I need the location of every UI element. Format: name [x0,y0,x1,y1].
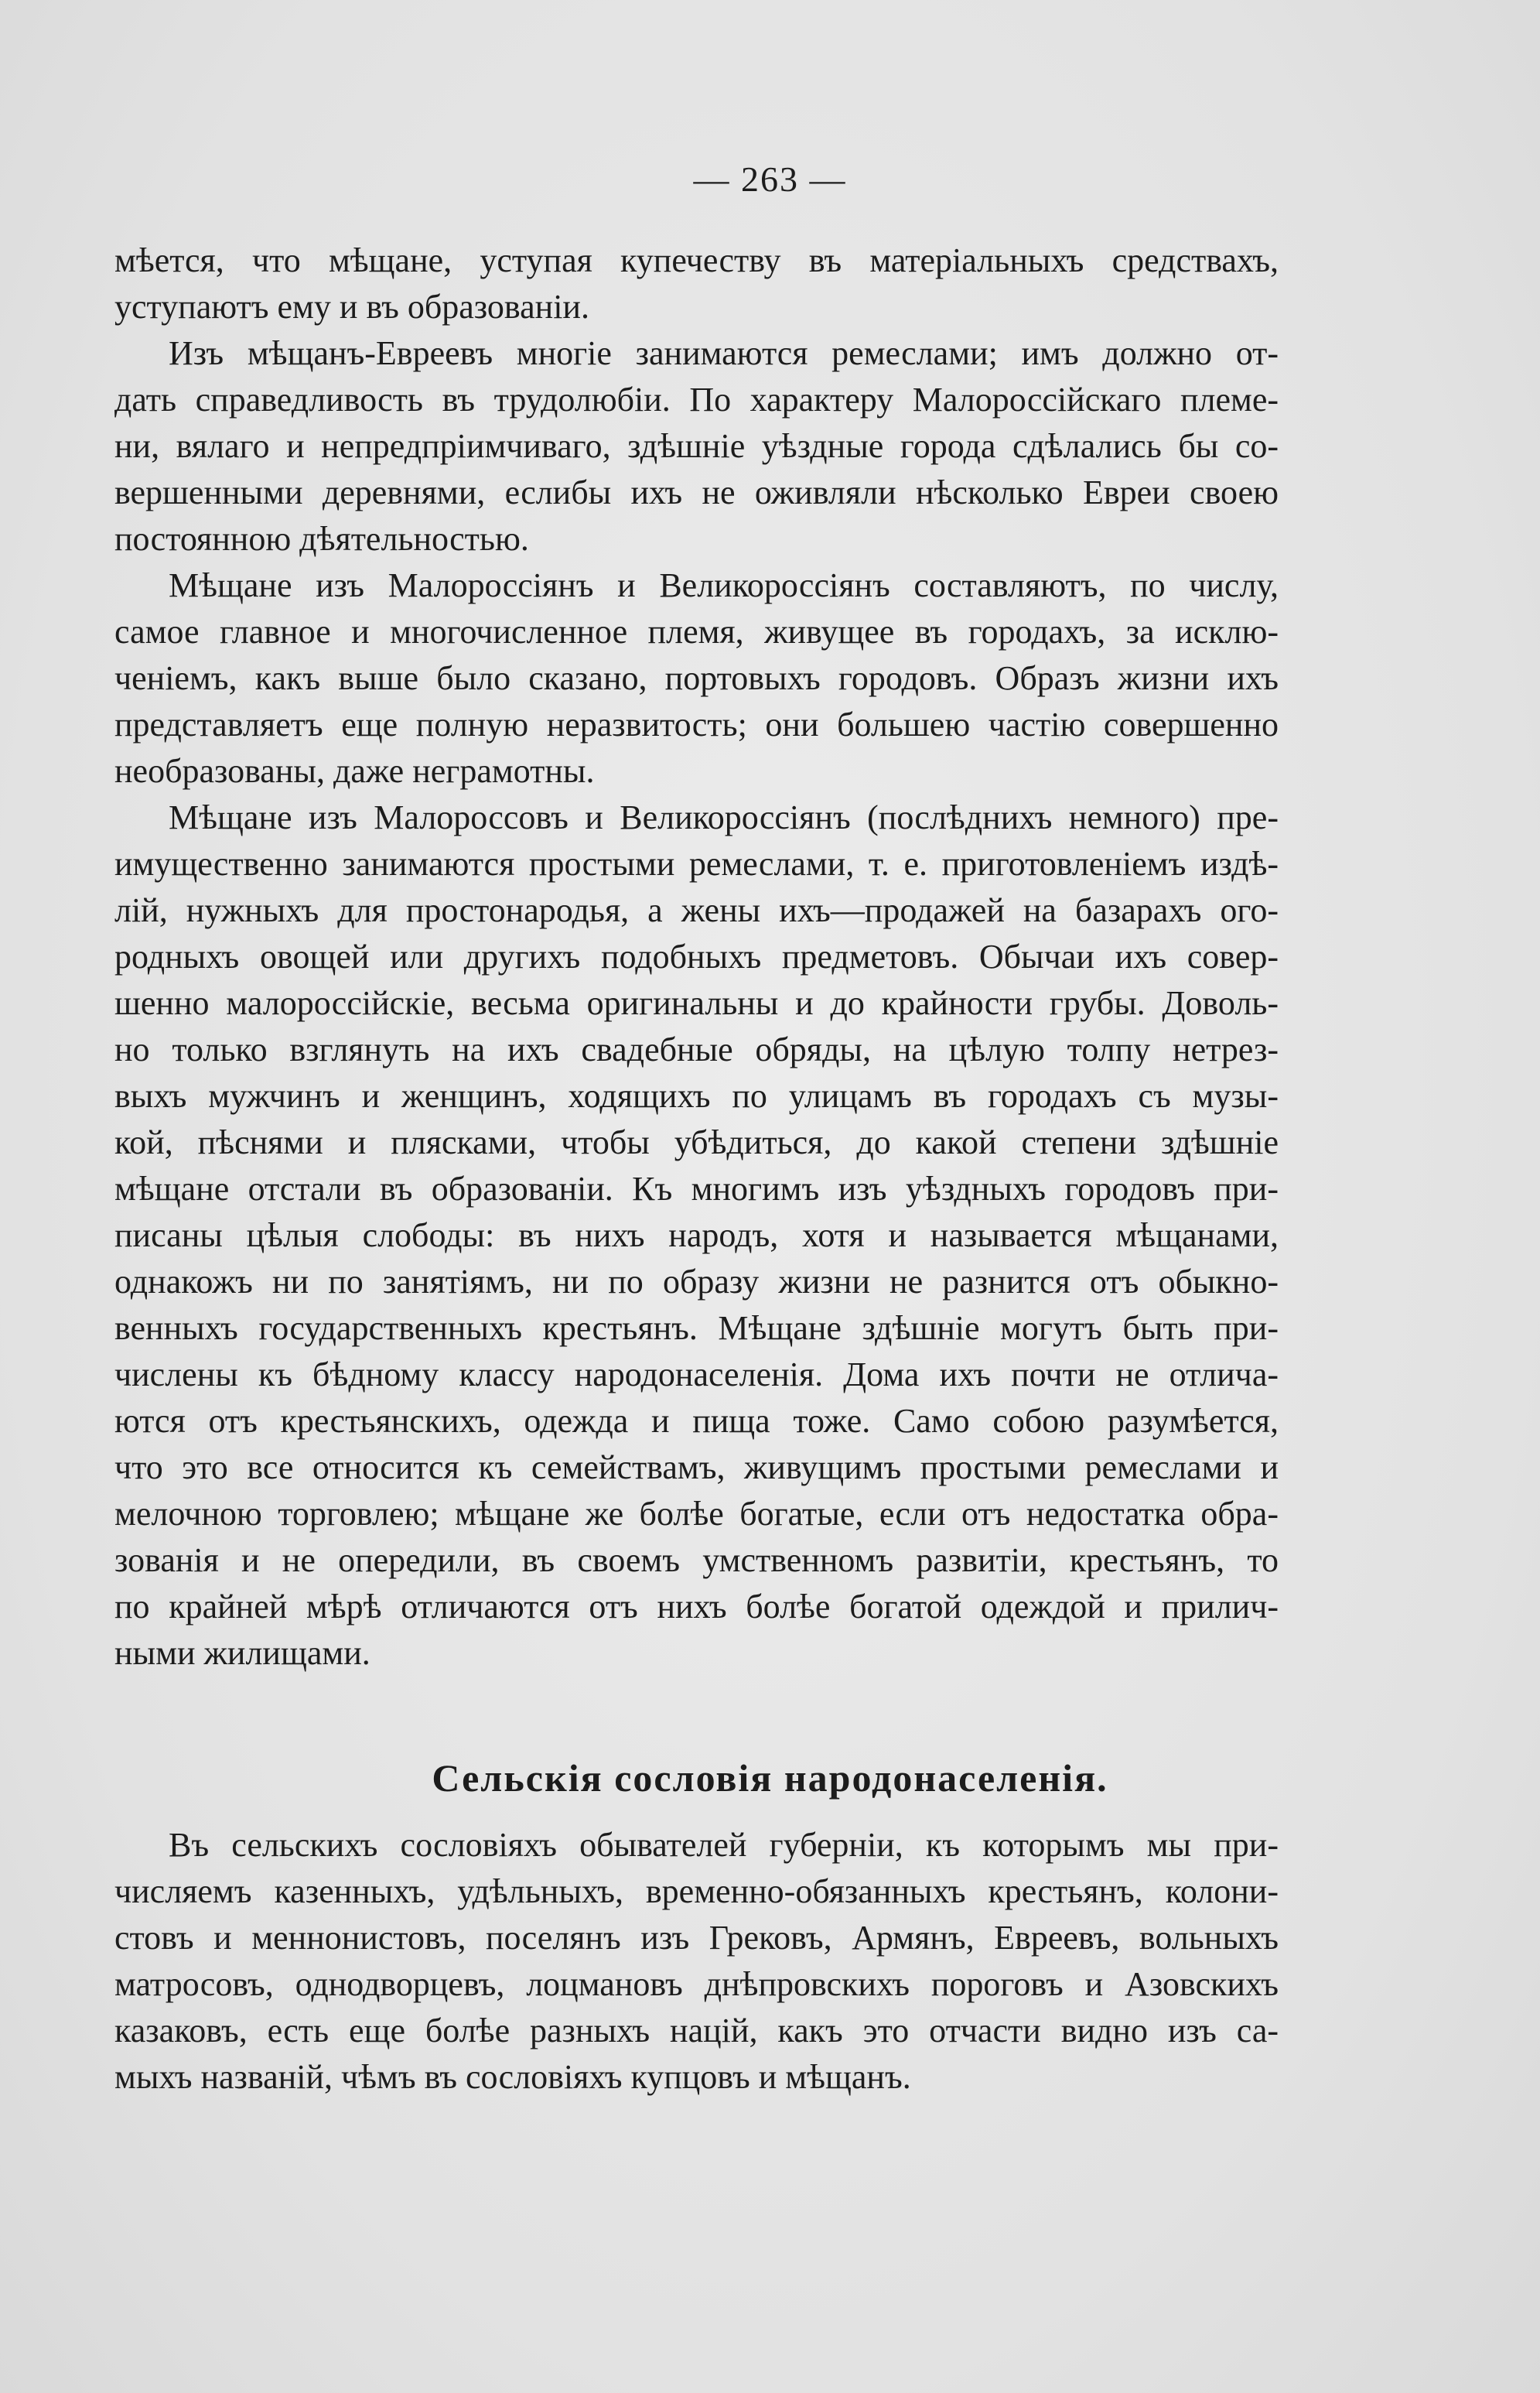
text-line: ными жилищами. [114,1634,370,1672]
text-line: ченіемъ, какъ выше было сказано, портовыхъ городовъ. Образъ жизни ихъ [114,659,1279,697]
text-line: однакожъ ни по занятіямъ, ни по образу жизни не разнится отъ обыкно- [114,1263,1279,1301]
text-line: Мѣщане изъ Малороссіянъ и Великороссіянъ составляютъ, по числу, [169,566,1279,604]
text-line: шенно малороссійскіе, весьма оригинальны и до крайности грубы. Доволь- [114,984,1279,1022]
text-line: необразованы, даже неграмотны. [114,752,595,790]
text-line: числены къ бѣдному классу народонаселенія. Дома ихъ почти не отлича- [114,1355,1279,1393]
text-line: что это все относится къ семействамъ, живущимъ простыми ремеслами и [114,1448,1279,1486]
text-line: мѣется, что мѣщане, уступая купечеству въ матеріальныхъ средствахъ, [114,241,1279,279]
text-line: представляетъ еще полную неразвитость; они большею частію совершенно [114,706,1279,744]
text-line: Въ сельскихъ сословіяхъ обывателей губерніи, къ которымъ мы при- [169,1826,1279,1864]
text-line: мыхъ названій, чѣмъ въ сословіяхъ купцовъ и мѣщанъ. [114,2058,911,2096]
text-line: уступаютъ ему и въ образованіи. [114,288,589,326]
text-line: Изъ мѣщанъ-Евреевъ многіе занимаются ремеслами; имъ должно от- [169,334,1279,372]
text-line: мелочною торговлею; мѣщане же болѣе богатые, если отъ недостатка обра- [114,1495,1279,1533]
text-line: но только взглянуть на ихъ свадебные обряды, на цѣлую толпу нетрез- [114,1031,1279,1068]
text-line: ются отъ крестьянскихъ, одежда и пища тоже. Само собою разумѣется, [114,1402,1279,1440]
text-line: родныхъ овощей или другихъ подобныхъ предметовъ. Обычаи ихъ совер- [114,938,1279,976]
text-line: вершенными деревнями, еслибы ихъ не оживляли нѣсколько Евреи своею [114,473,1279,511]
text-line: Мѣщане изъ Малороссовъ и Великороссіянъ (послѣднихъ немного) пре- [169,798,1279,836]
text-line: стовъ и меннонистовъ, поселянъ изъ Грековъ, Армянъ, Евреевъ, вольныхъ [114,1919,1279,1957]
text-line: дать справедливость въ трудолюбіи. По характеру Малороссійскаго племе- [114,381,1279,419]
text-line: имущественно занимаются простыми ремеслами, т. е. приготовленіемъ издѣ- [114,845,1279,883]
text-line: по крайней мѣрѣ отличаются отъ нихъ болѣе богатой одеждой и прилич- [114,1588,1279,1626]
text-line: числяемъ казенныхъ, удѣльныхъ, временно-обязанныхъ крестьянъ, колони- [114,1872,1279,1910]
body-text-after-heading [114,1822,1279,2101]
text-line: казаковъ, есть еще болѣе разныхъ націй, какъ это отчасти видно изъ са- [114,2012,1279,2049]
text-line: писаны цѣлыя слободы: въ нихъ народъ, хотя и называется мѣщанами, [114,1216,1279,1254]
page-number: — 263 — [693,159,847,199]
text-line: ни, вялаго и непредпріимчиваго, здѣшніе уѣздные города сдѣлались бы со- [114,427,1279,465]
text-line: постоянною дѣятельностью. [114,520,529,558]
text-line: венныхъ государственныхъ крестьянъ. Мѣщане здѣшніе могутъ быть при- [114,1309,1279,1347]
text-line: матросовъ, однодворцевъ, лоцмановъ днѣпровскихъ пороговъ и Азовскихъ [114,1965,1279,2003]
text-line: лій, нужныхъ для простонародья, а жены ихъ—продажей на базарахъ ого- [114,891,1279,929]
text-line: кой, пѣснями и плясками, чтобы убѣдиться, до какой степени здѣшніе [114,1123,1279,1161]
text-line: зованія и не опередили, въ своемъ умственномъ развитіи, крестьянъ, то [114,1541,1279,1579]
text-line: самое главное и многочисленное племя, живущее въ городахъ, за исклю- [114,613,1279,651]
body-text-before-heading [114,238,1279,1677]
section-heading: Сельскія сословія народонаселенія. [432,1756,1108,1800]
text-line: мѣщане отстали въ образованіи. Къ многимъ изъ уѣздныхъ городовъ при- [114,1170,1279,1208]
text-line: выхъ мужчинъ и женщинъ, ходящихъ по улицамъ въ городахъ съ музы- [114,1077,1279,1115]
